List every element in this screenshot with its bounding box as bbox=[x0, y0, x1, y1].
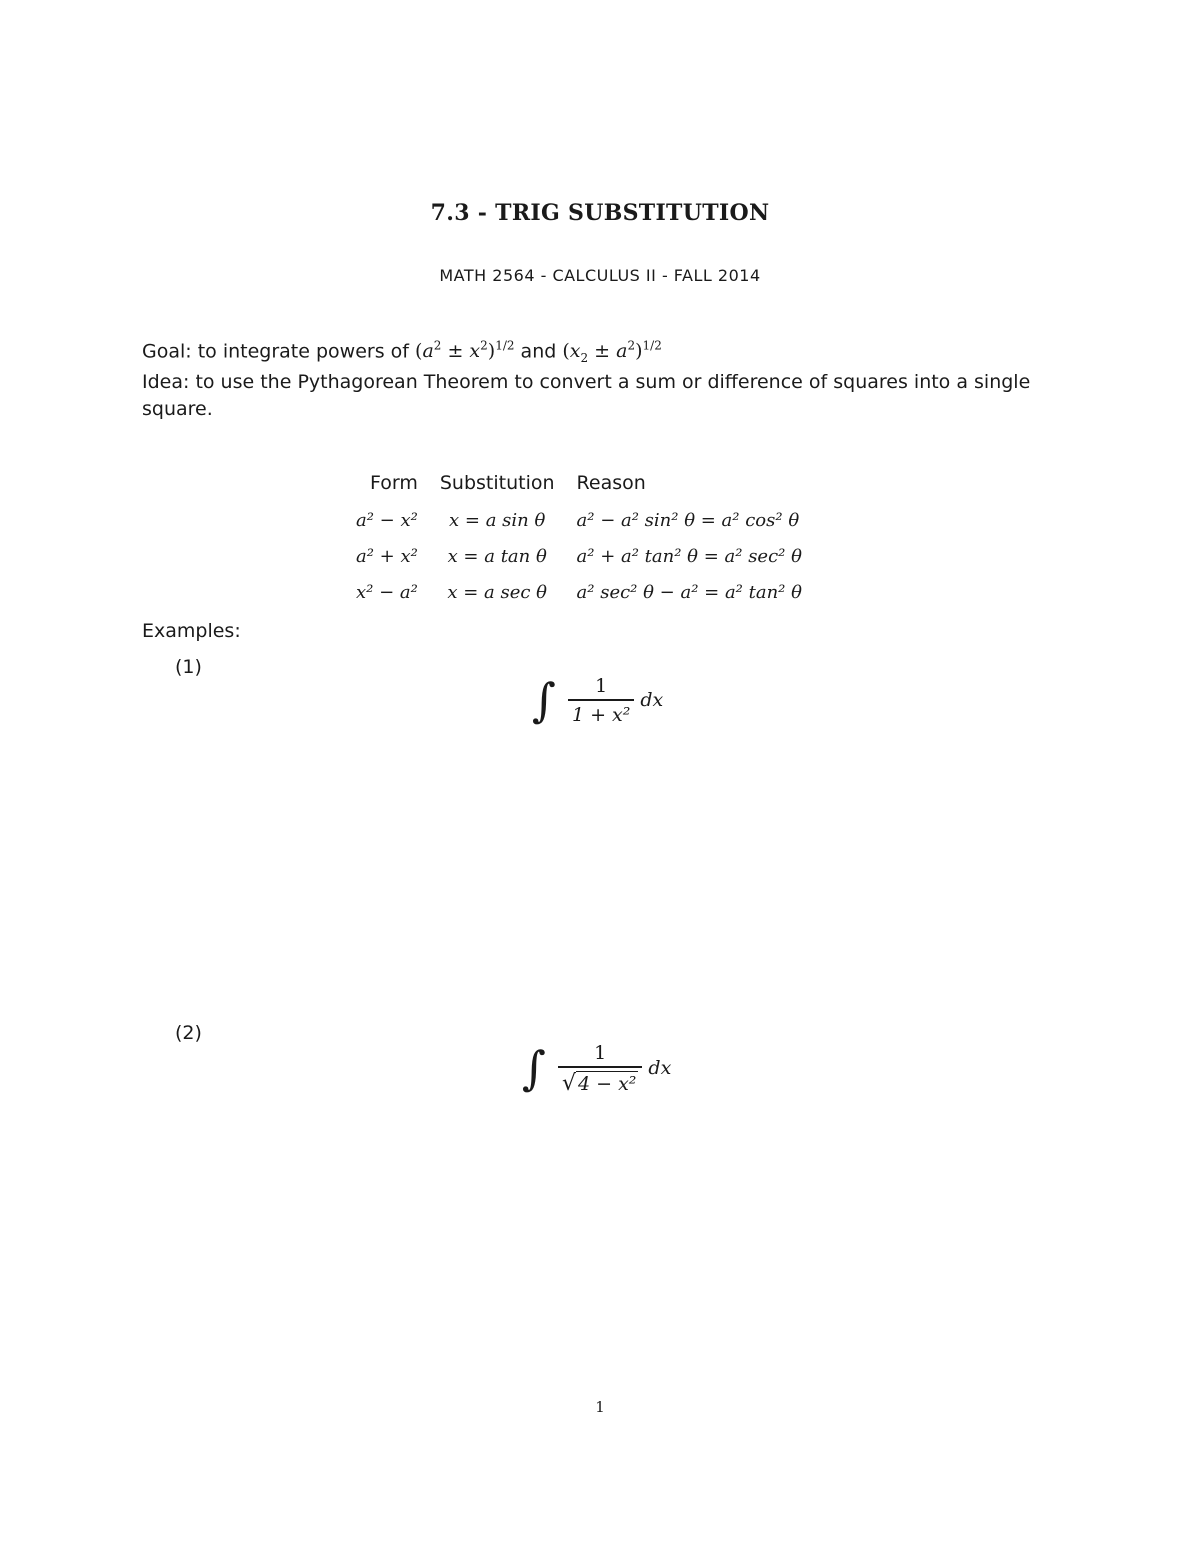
example-1-label: (1) bbox=[175, 656, 202, 678]
examples-heading: Examples: bbox=[142, 620, 241, 642]
differential: dx bbox=[640, 689, 664, 712]
row-form: a² + x² bbox=[356, 545, 418, 567]
square-root bbox=[562, 1071, 638, 1095]
fraction bbox=[558, 1042, 642, 1095]
table-row bbox=[345, 502, 813, 538]
denominator: 1 + x² bbox=[571, 703, 631, 726]
integral-sign-icon: ∫ bbox=[522, 1041, 546, 1096]
differential: dx bbox=[648, 1057, 672, 1080]
radicand: 4 − x² bbox=[578, 1072, 637, 1095]
course-subtitle: MATH 2564 - CALCULUS II - FALL 2014 bbox=[439, 266, 761, 285]
row-reason: a² + a² tan² θ = a² sec² θ bbox=[576, 545, 802, 567]
row-substitution: x = a sec θ bbox=[447, 581, 548, 603]
table-row bbox=[345, 574, 813, 610]
example-2-label: (2) bbox=[175, 1022, 202, 1044]
example-2-integral bbox=[522, 1042, 671, 1095]
goal-lead: Goal: to integrate powers of bbox=[142, 340, 409, 363]
row-substitution: x = a sin θ bbox=[449, 509, 546, 531]
header-substitution: Substitution bbox=[439, 472, 555, 494]
table-header-row bbox=[345, 470, 813, 502]
integral-sign-icon: ∫ bbox=[532, 673, 556, 728]
numerator: 1 bbox=[594, 1042, 607, 1064]
row-reason: a² − a² sin² θ = a² cos² θ bbox=[576, 509, 800, 531]
row-reason: a² sec² θ − a² = a² tan² θ bbox=[576, 581, 802, 603]
goal-paragraph bbox=[142, 333, 1072, 372]
example-1-integral bbox=[532, 675, 663, 726]
header-form: Form bbox=[369, 472, 418, 494]
goal-expression-1: $(a^2 \pm x^2)^{1/2}$ bbox=[415, 339, 515, 363]
table-row bbox=[345, 538, 813, 574]
idea-paragraph: Idea: to use the Pythagorean Theorem to convert a sum or difference of squares into a single square. bbox=[142, 371, 1031, 420]
substitution-table bbox=[345, 470, 813, 610]
fraction bbox=[568, 675, 634, 726]
row-form: x² − a² bbox=[356, 581, 418, 603]
goal-expression-2: $(x_2 \pm a^2)^{1/2}$ bbox=[562, 339, 662, 366]
numerator: 1 bbox=[595, 675, 608, 697]
denominator bbox=[558, 1068, 642, 1095]
row-substitution: x = a tan θ bbox=[447, 545, 547, 567]
goal-and: and bbox=[520, 340, 557, 363]
header-reason: Reason bbox=[576, 472, 646, 494]
radical-sign-icon: √ bbox=[561, 1070, 576, 1096]
page-title: 7.3 - TRIG SUBSTITUTION bbox=[430, 200, 770, 226]
page-number: 1 bbox=[595, 1398, 605, 1416]
row-form: a² − x² bbox=[356, 509, 418, 531]
